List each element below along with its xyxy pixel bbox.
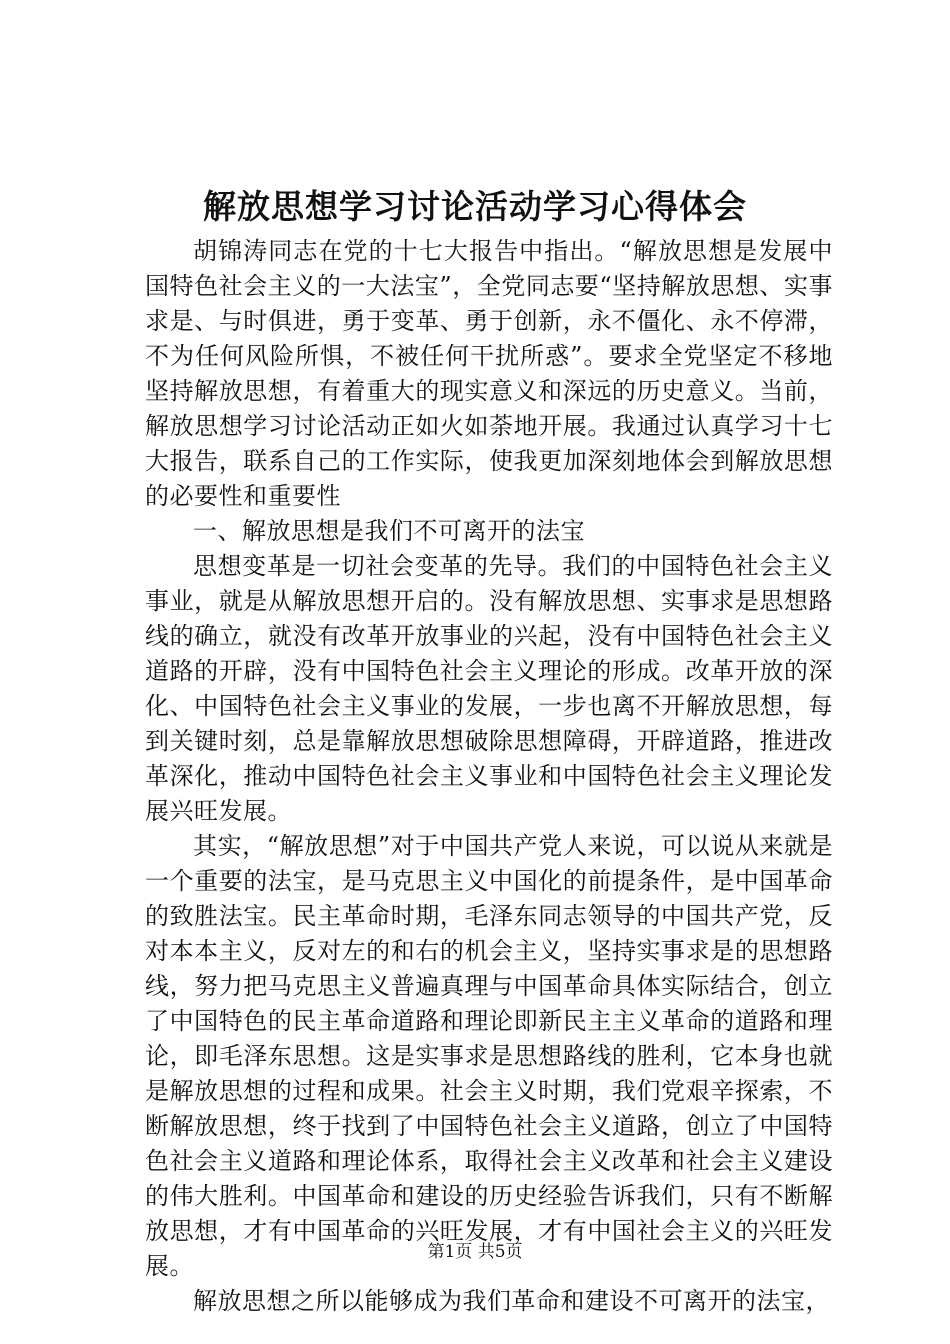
document-body — [145, 234, 833, 1319]
paragraph-2: 思想变革是一切社会变革的先导。我们的中国特色社会主义事业，就是从解放思想开启的。没有解放思想、实事求是思想路线的确立，就没有改革开放事业的兴起，没有中国特色社会主义道路的开辟，没有中国特色社会主义理论的形成。改革开放的深化、中国特色社会主义事业的发展，一步也离不开解放思想，每到关键时刻，总是靠解放思想破除思想障碍，开辟道路，推进改革深化，推动中国特色社会主义事业和中国特色社会主义理论发展兴旺发展。 — [145, 552, 833, 825]
section-heading-1: 一、解放思想是我们不可离开的法宝 — [193, 517, 585, 545]
paragraph-3: 其实，“解放思想”对于中国共产党人来说，可以说从来就是一个重要的法宝，是马克思主义中国化的前提条件，是中国革命的致胜法宝。民主革命时期，毛泽东同志领导的中国共产党，反对本本主义，反对左的和右的机会主义，坚持实事求是的思想路线，努力把马克思主义普遍真理与中国革命具体实际结合，创立了中国特色的民主革命道路和理论即新民主主义革命的道路和理论，即毛泽东思想。这是实事求是思想路线的胜利，它本身也就是解放思想的过程和成果。社会主义时期，我们党艰辛探索，不断解放思想，终于找到了中国特色社会主义道路，创立了中国特色社会主义道路和理论体系，取得社会主义改革和社会主义建设的伟大胜利。中国革命和建设的历史经验告诉我们，只有不断解放思想，才有中国革命的兴旺发展，才有中国社会主义的兴旺发展。 — [145, 832, 833, 1280]
paragraph-4: 解放思想之所以能够成为我们革命和建设不可离开的法宝， — [193, 1287, 830, 1315]
page-footer: 第1页 共5页 — [427, 1242, 523, 1262]
document-title: 解放思想学习讨论活动学习心得体会 — [203, 187, 747, 226]
paragraph-intro: 胡锦涛同志在党的十七大报告中指出。“解放思想是发展中国特色社会主义的一大法宝”，全党同志要“坚持解放思想、实事求是、与时俱进，勇于变革、勇于创新，永不僵化、永不停滞，不为任何风险所惧，不被任何干扰所惑”。要求全党坚定不移地坚持解放思想，有着重大的现实意义和深远的历史意义。当前，解放思想学习讨论活动正如火如荼地开展。我通过认真学习十七大报告，联系自己的工作实际，使我更加深刻地体会到解放思想的必要性和重要性 — [145, 237, 833, 510]
